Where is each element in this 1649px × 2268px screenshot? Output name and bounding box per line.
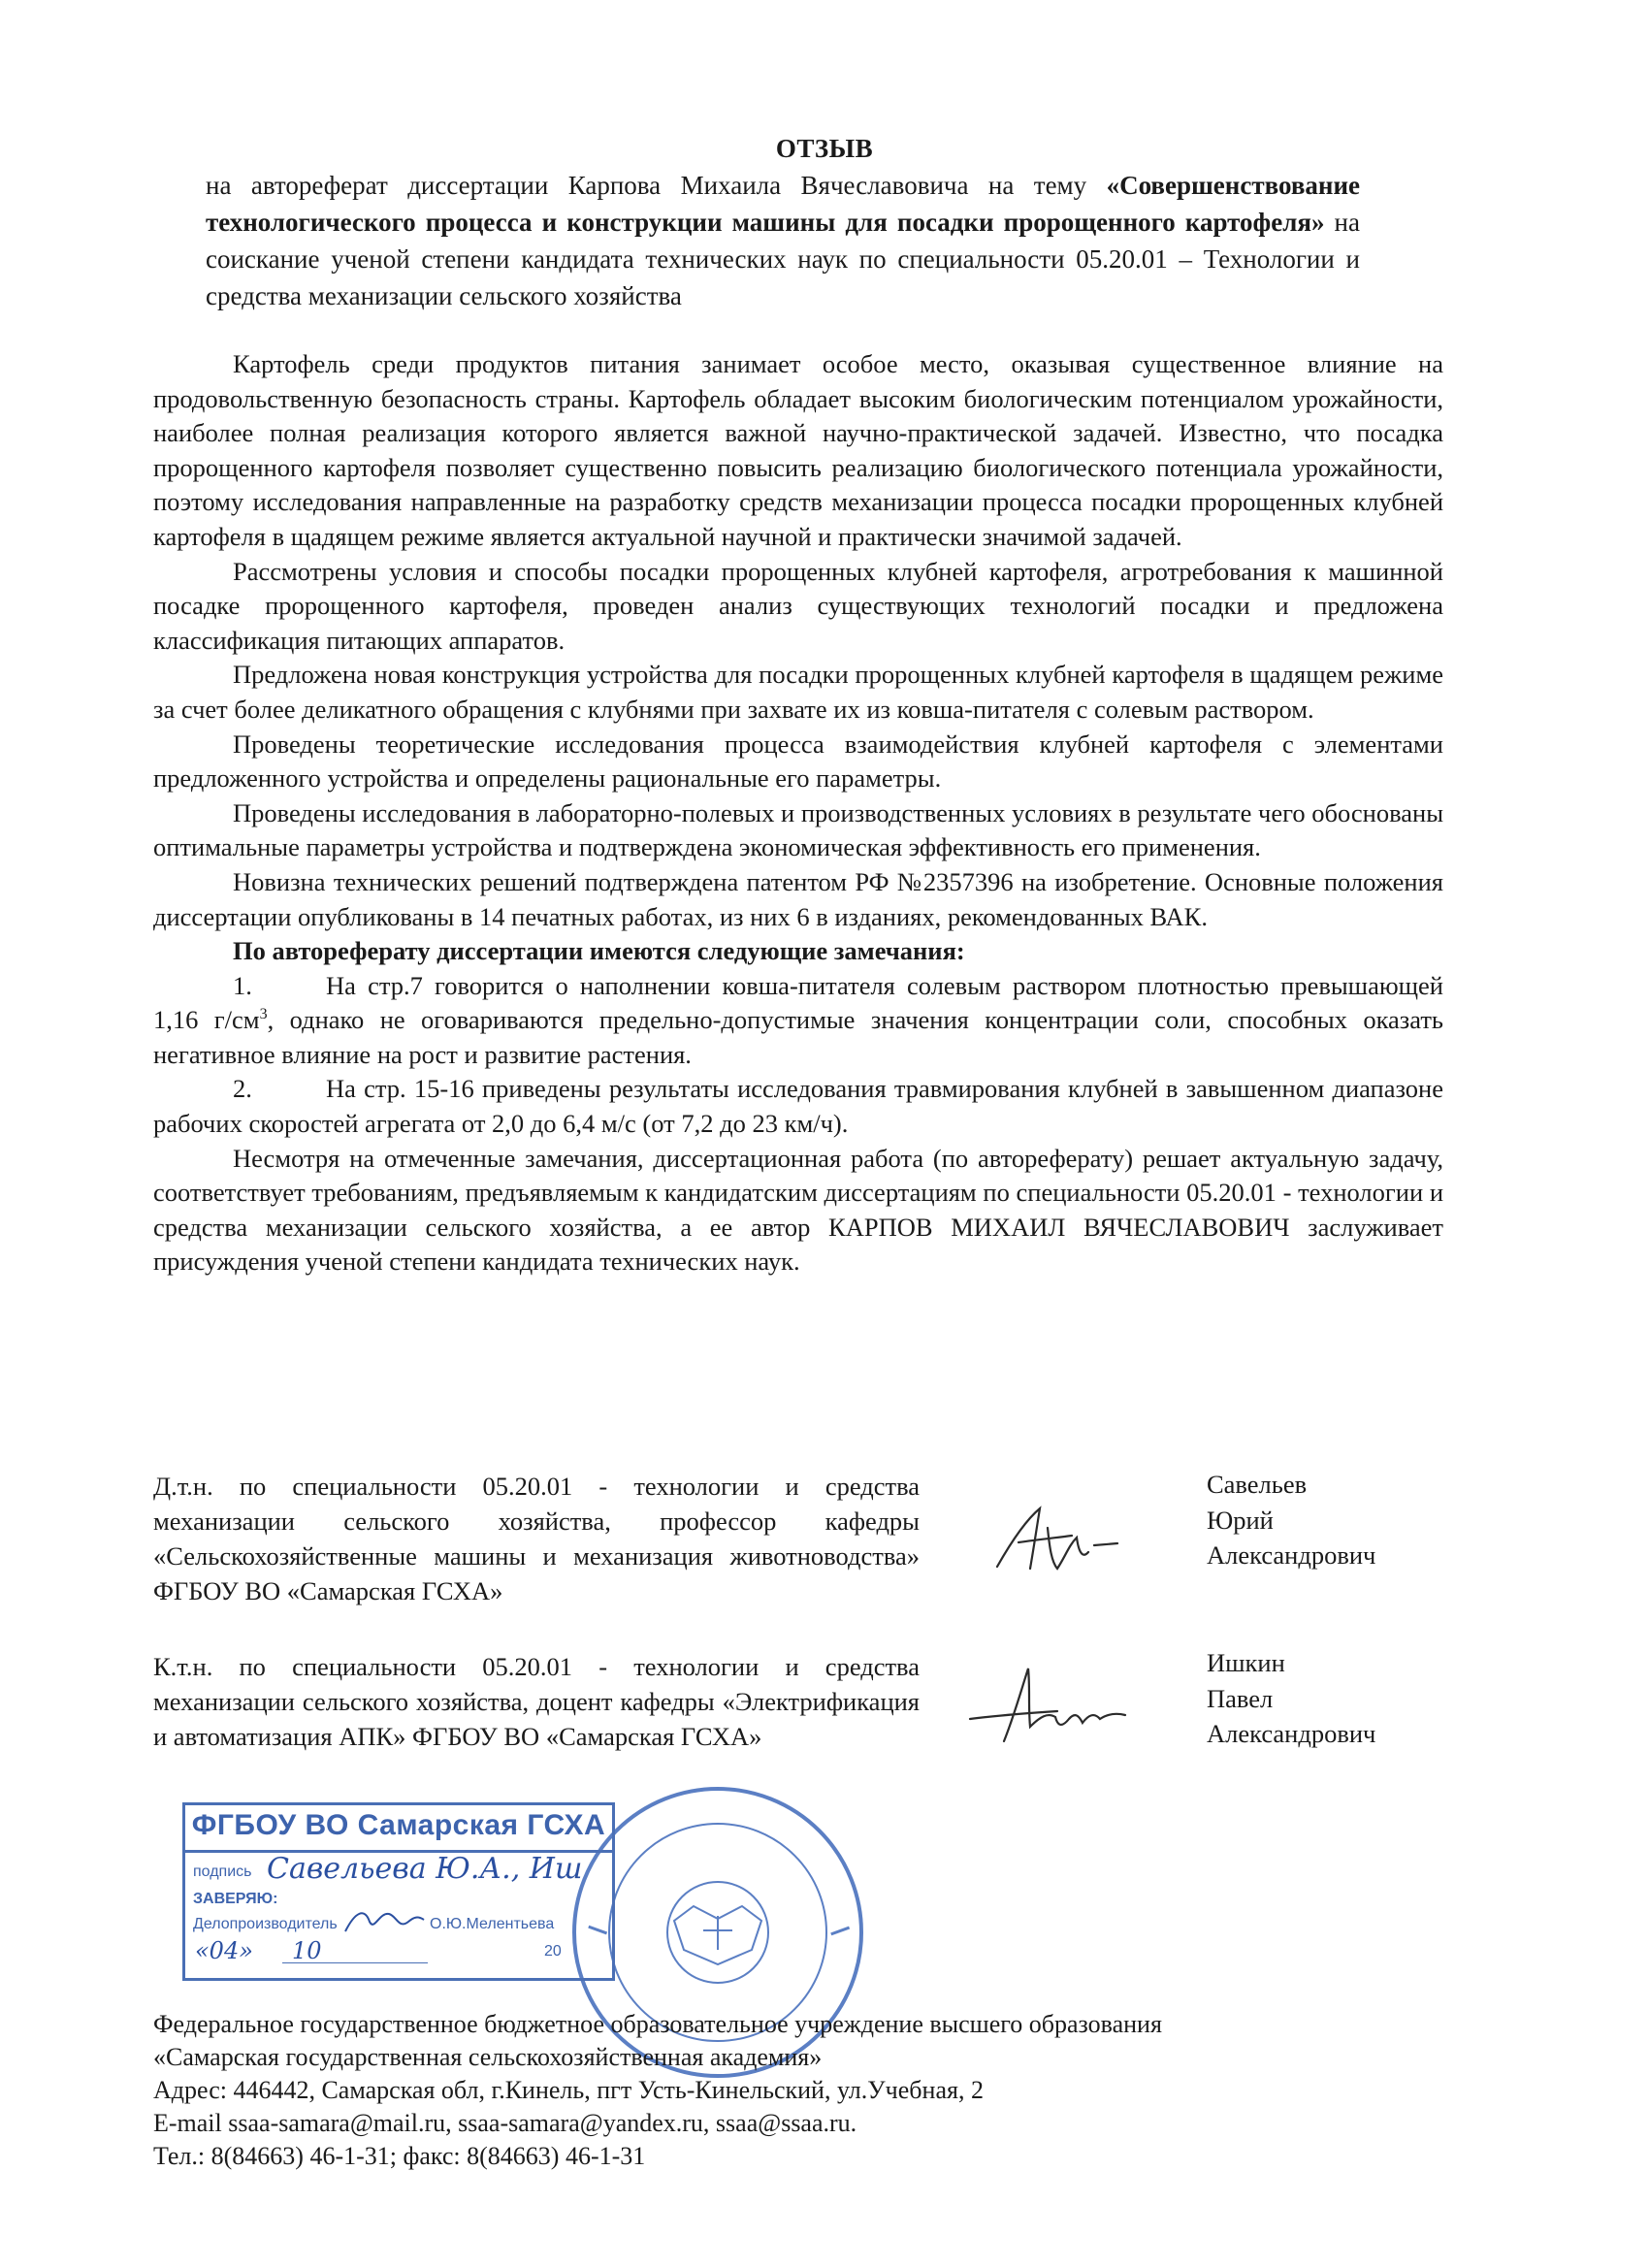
superscript-3: 3 (259, 1006, 268, 1023)
remarks-heading: По автореферату диссертации имеются следующие замечания: (233, 936, 965, 966)
stamp-org-name: ФГБОУ ВО Самарская ГСХА (191, 1809, 606, 1841)
signatory-first-name: Павел (1207, 1683, 1274, 1713)
signatory-1-position: Д.т.н. по специальности 05.20.01 - технологии и средства механизации сельского хозяйства, профессор кафедры «Сельскохозяйственные машины и механизация животноводства» ФГБОУ ВО «Самарская ГСХА» (153, 1472, 920, 1605)
signatory-patronymic: Александрович (1207, 1719, 1376, 1748)
certification-stamp (182, 1802, 615, 1981)
paragraph-analysis: Рассмотрены условия и способы посадки пророщенных клубней картофеля, агротребования к машинной посадке пророщенного картофеля, проведен анализ существующих технологий посадки и предложена классификация питающих аппаратов. (153, 556, 1443, 655)
paragraph-experiments: Проведены исследования в лабораторно-полевых и производственных условиях в результате чего обоснованы оптимальные параметры устройства и подтверждена экономическая эффективность его применения. (153, 797, 1443, 862)
clerk-signature-scribble (340, 1902, 428, 1941)
signatory-surname: Савельев (1207, 1470, 1308, 1499)
footer-org-line-1: Федеральное государственное бюджетное образовательное учреждение высшего образования (153, 2010, 1162, 2038)
signatory-patronymic: Александрович (1207, 1540, 1376, 1570)
footer-email: E-mail ssaa-samara@mail.ru, ssaa-samara@yandex.ru, ssaa@ssaa.ru. (153, 2109, 857, 2137)
subject-topic: «Совершенствование технологического процесса и конструкции машины для посадки пророщенного картофеля» (206, 171, 1361, 237)
paragraph-conclusion: Несмотря на отмеченные замечания, диссертационная работа (по автореферату) решает актуальную задачу, соответствует требованиям, предъявляемым к кандидатским диссертациям по специальности 05.20.01 - технологии и средства механизации сельского хозяйства, а ее автор КАРПОВ МИХАИЛ ВЯЧЕСЛАВОВИЧ заслуживает присуждения ученой степени кандидата технических наук. (153, 1143, 1443, 1277)
paragraph-relevance: Картофель среди продуктов питания занимает особое место, оказывая существенное влияние на продовольственную безопасность страны. Картофель обладает высоким биологическим потенциалом урожайности, наиболее полная реализация которого является важной научно-практической задачей. Известно, что посадка пророщенного картофеля позволяет существенно повысить реализацию биологического потенциала урожайности, поэтому исследования направленные на разработку средств механизации процесса посадки пророщенных клубней картофеля в щадящем режиме является актуальной научной и практически значимой задачей. (153, 349, 1443, 551)
stamp-date-line (282, 1962, 428, 1963)
stamp-handwritten-signers: Савельева Ю.А., Иш (267, 1852, 583, 1886)
footer-phone: Тел.: 8(84663) 46-1-31; факс: 8(84663) 46-1-31 (153, 2142, 646, 2170)
remark-item-2 (153, 1072, 1443, 1141)
remark-text: На стр. 15-16 приведены результаты исследования травмирования клубней в завышенном диапазоне рабочих скоростей агрегата от 2,0 до 6,4 м/с (от 7,2 до 23 км/ч). (153, 1074, 1443, 1139)
stamp-year-prefix: 20 (544, 1943, 562, 1960)
stamp-clerk-label: Делопроизводитель (193, 1916, 338, 1932)
signature-1-scribble (980, 1499, 1135, 1586)
subject-tail: на соискание ученой степени кандидата технических наук по специальности 05.20.01 – Технологии и средства механизации сельского хозяйства (206, 208, 1360, 310)
review-body (153, 347, 1443, 1280)
remark-number: 2. (233, 1074, 252, 1104)
footer-address: Адрес: 446442, Самарская обл, г.Кинель, пгт Усть-Кинельский, ул.Учебная, 2 (153, 2076, 984, 2104)
paragraph-theory: Проведены теоретические исследования процесса взаимодействия клубней картофеля с элементами предложенного устройства и определены рациональные его параметры. (153, 729, 1443, 794)
signatory-2-position: К.т.н. по специальности 05.20.01 - технологии и средства механизации сельского хозяйства, доцент кафедры «Электрификация и автоматизация АПК» ФГБОУ ВО «Самарская ГСХА» (153, 1652, 920, 1751)
paragraph-design: Предложена новая конструкция устройства для посадки пророщенных клубней картофеля в щадящем режиме за счет более деликатного обращения с клубнями при захвате их из ковша-питателя с солевым раствором. (153, 660, 1443, 724)
organization-footer (153, 2008, 1414, 2173)
remark-text: На стр.7 говорится о наполнении ковша-питателя солевым раствором плотностью превышающей 1,16 г/см (153, 970, 1443, 1035)
stamp-certify-label: ЗАВЕРЯЮ: (193, 1891, 278, 1907)
stamp-clerk-name: О.Ю.Мелентьева (430, 1916, 555, 1932)
subject-lead: на автореферат диссертации Карпова Михаила Вячеславовича на тему (206, 171, 1087, 200)
remark-text-cont: , однако не оговариваются предельно-допустимые значения концентрации соли, способных оказать негативное влияние на рост и развитие растения. (153, 1005, 1444, 1069)
document-title: ОТЗЫВ (775, 134, 874, 163)
remark-item-1 (153, 969, 1443, 1073)
stamp-day: «04» (195, 1937, 253, 1964)
signatory-surname: Ишкин (1207, 1648, 1285, 1677)
signatory-2-name (1207, 1645, 1375, 1752)
remark-number: 1. (233, 970, 252, 1000)
signature-2-scribble (960, 1659, 1193, 1756)
paragraph-novelty: Новизна технических решений подтверждена патентом РФ №2357396 на изобретение. Основные положения диссертации опубликованы в 14 печатных работах, из них 6 в изданиях, рекомендованных ВАК. (153, 866, 1443, 931)
stamp-month: 10 (292, 1937, 322, 1964)
footer-org-line-2: «Самарская государственная сельскохозяйственная академия» (153, 2043, 823, 2071)
document-subject (206, 167, 1360, 314)
signatory-1-name (1207, 1467, 1375, 1573)
signatory-first-name: Юрий (1207, 1505, 1274, 1535)
stamp-sign-label: подпись (193, 1863, 252, 1880)
